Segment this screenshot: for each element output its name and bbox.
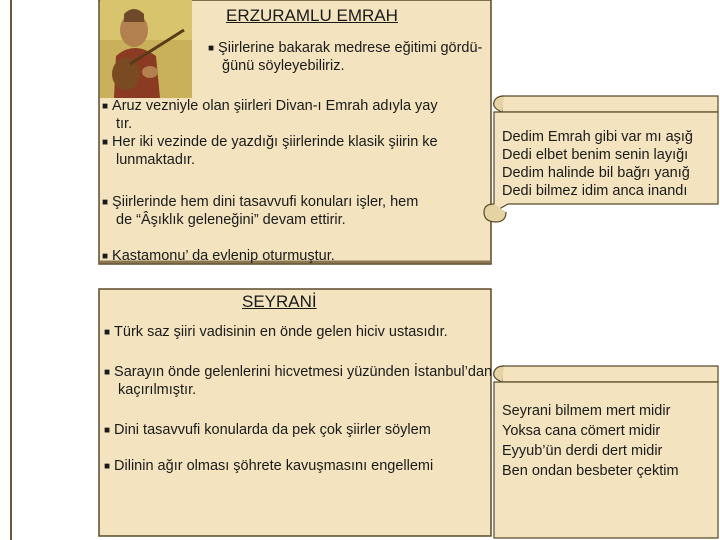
seyrani-bullet-dil <box>104 456 433 478</box>
emrah-poem-scroll <box>478 94 720 226</box>
seyrani-poem-scroll <box>478 364 720 540</box>
decorative-vertical-line <box>8 0 14 540</box>
emrah-title: ERZURAMLU EMRAH <box>226 6 398 25</box>
emrah-bullet-aruz-cont: tır. <box>116 116 133 132</box>
bullet-text: Sarayın önde gelenlerini hicvetmesi yüzünden İstanbul’dan <box>114 364 493 380</box>
square-bullet-icon: ■ <box>104 327 111 338</box>
square-bullet-icon: ■ <box>104 461 111 472</box>
poem-line: Yoksa cana cömert midir <box>502 423 661 439</box>
poet-portrait-image <box>100 0 192 98</box>
square-bullet-icon: ■ <box>104 425 111 436</box>
bullet-text: Kastamonu’ da evlenip oturmuştur. <box>112 248 335 264</box>
seyrani-bullet-hiciv <box>104 322 448 344</box>
emrah-bullet-vezin-cont: lunmaktadır. <box>116 152 195 168</box>
emrah-bullet-aruz <box>102 96 438 118</box>
emrah-bullet-education-cont: ğünü söyleyebiliriz. <box>222 58 345 74</box>
bullet-text: Her iki vezinde de yazdığı şiirlerinde klasik şiirin ke <box>112 134 438 150</box>
seyrani-bullet-saray-cont: kaçırılmıştır. <box>118 382 197 398</box>
emrah-bullet-tasavvuf-cont: de “Âşıklık geleneğini” devam ettirir. <box>116 212 346 228</box>
square-bullet-icon: ■ <box>102 197 109 208</box>
bullet-text: Şiirlerine bakarak medrese eğitimi gördü- <box>218 40 483 56</box>
poem-line: Seyrani bilmem mert midir <box>502 403 671 419</box>
square-bullet-icon: ■ <box>102 137 109 148</box>
poem-line: Dedi bilmez idim anca inandı <box>502 183 688 199</box>
square-bullet-icon: ■ <box>102 251 109 262</box>
seyrani-title: SEYRANİ <box>242 292 317 311</box>
bullet-text: Şiirlerinde hem dini tasavvufi konuları işler, hem <box>112 194 419 210</box>
bullet-text: Dilinin ağır olması şöhrete kavuşmasını engellemi <box>114 458 434 474</box>
poem-line: Dedi elbet benim senin layığı <box>502 147 689 163</box>
poem-line: Ben ondan besbeter çektim <box>502 463 679 479</box>
bullet-text: Aruz vezniyle olan şiirleri Divan-ı Emrah adıyla yay <box>112 98 438 114</box>
poem-line: Dedim Emrah gibi var mı aşığ <box>502 129 693 145</box>
bullet-text: Türk saz şiiri vadisinin en önde gelen hiciv ustasıdır. <box>114 324 448 340</box>
square-bullet-icon: ■ <box>102 101 109 112</box>
square-bullet-icon: ■ <box>208 43 215 54</box>
square-bullet-icon: ■ <box>104 367 111 378</box>
poem-line: Dedim halinde bil bağrı yanığ <box>502 165 690 181</box>
bullet-text: Dini tasavvufi konularda da pek çok şiirler söylem <box>114 422 431 438</box>
seyrani-bullet-tasavvuf <box>104 420 431 442</box>
poem-line: Eyyub’ün derdi dert midir <box>502 443 663 459</box>
emrah-bullet-kastamonu <box>102 246 335 268</box>
